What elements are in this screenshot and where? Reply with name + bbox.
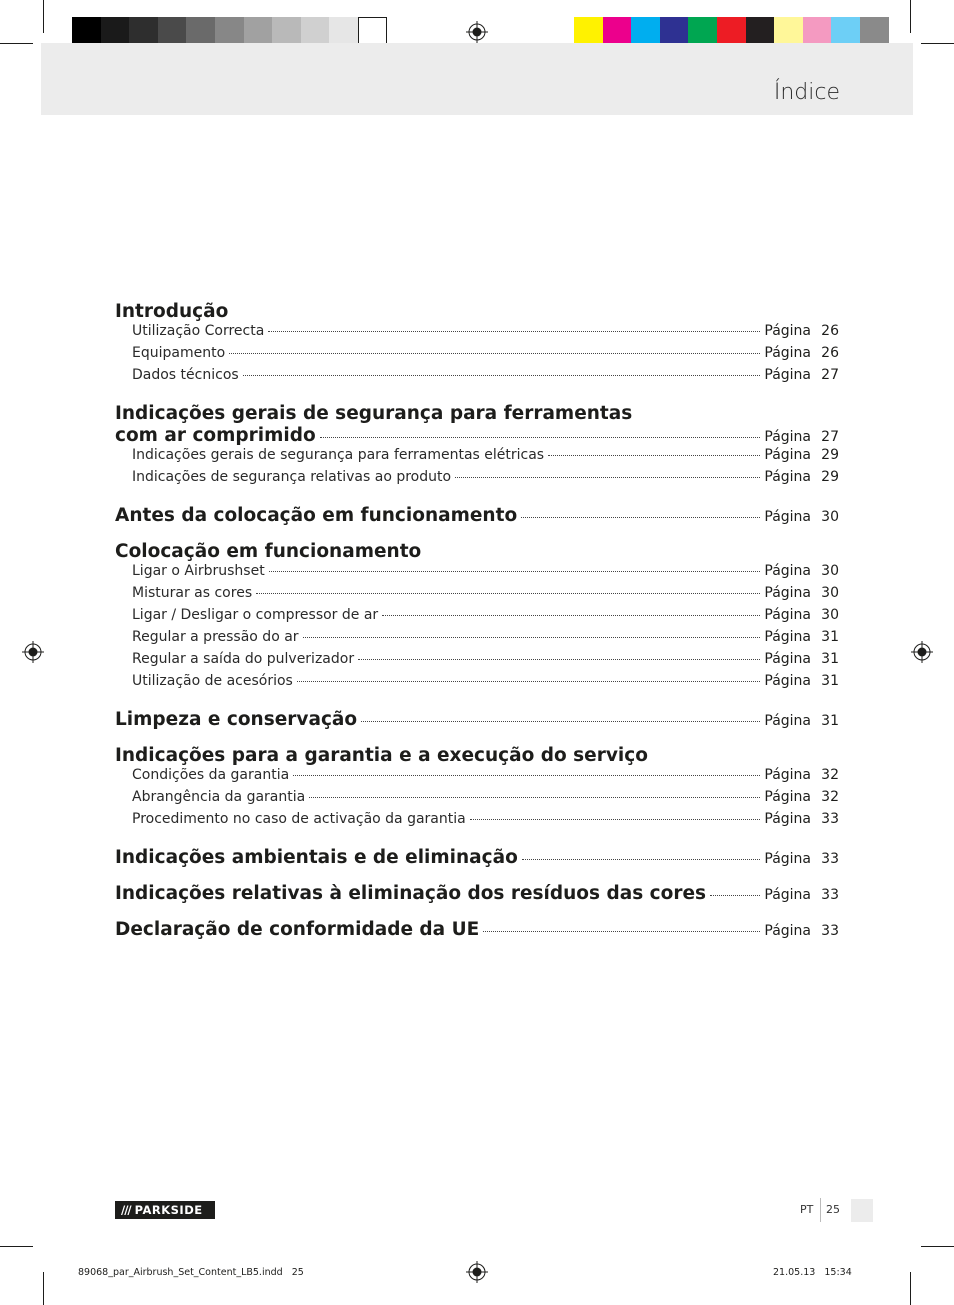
page-word: Página <box>764 509 811 525</box>
page-word: Página <box>764 447 811 463</box>
dot-leader <box>470 819 761 820</box>
page-reference <box>764 851 839 867</box>
section-title[interactable]: Indicações gerais de segurança para ferramentas <box>115 403 633 424</box>
toc-section <box>115 745 839 833</box>
page-word: Página <box>764 789 811 805</box>
page-word: Página <box>764 367 811 383</box>
page-number: 27 <box>821 429 839 445</box>
page-reference <box>764 629 839 645</box>
crop-mark <box>43 1272 44 1305</box>
page-title: Índice <box>773 80 840 105</box>
page-reference <box>764 651 839 667</box>
process-swatch <box>660 17 689 45</box>
page-word: Página <box>764 923 811 939</box>
page-number: 31 <box>821 673 839 689</box>
toc-item[interactable] <box>115 629 839 651</box>
dot-leader <box>455 477 760 478</box>
toc-item[interactable] <box>115 345 839 367</box>
page-reference <box>764 563 839 579</box>
dot-leader <box>361 721 760 722</box>
page-word: Página <box>764 585 811 601</box>
page-number: 30 <box>821 585 839 601</box>
page-reference <box>764 509 839 525</box>
registration-mark-icon <box>466 1261 488 1283</box>
page-word: Página <box>764 629 811 645</box>
page-word: Página <box>764 651 811 667</box>
dot-leader <box>358 659 760 660</box>
page-number: 33 <box>821 923 839 939</box>
section-heading-row[interactable] <box>115 709 839 731</box>
section-heading-row[interactable] <box>115 505 839 527</box>
gray-swatch <box>358 17 387 45</box>
process-swatch <box>603 17 632 45</box>
dot-leader <box>268 331 760 332</box>
process-swatch <box>831 17 860 45</box>
section-heading-row[interactable] <box>115 847 839 869</box>
process-color-bar <box>574 17 889 45</box>
section-heading-row[interactable] <box>115 883 839 905</box>
page-number: 26 <box>821 323 839 339</box>
page-number: 30 <box>821 563 839 579</box>
toc-item[interactable] <box>115 789 839 811</box>
section-title[interactable]: Colocação em funcionamento <box>115 541 422 562</box>
page-reference <box>764 887 839 903</box>
grayscale-color-bar <box>72 17 387 45</box>
page-reference <box>764 585 839 601</box>
page-word: Página <box>764 563 811 579</box>
section-heading-row[interactable] <box>115 919 839 941</box>
page-reference <box>764 469 839 485</box>
section-heading-row[interactable] <box>115 425 839 447</box>
dot-leader <box>521 517 760 518</box>
page-reference <box>764 345 839 361</box>
dot-leader <box>320 437 761 438</box>
item-label: Utilização de acesórios <box>132 673 293 689</box>
page-word: Página <box>764 887 811 903</box>
page-number: 33 <box>821 851 839 867</box>
crop-mark <box>921 1246 954 1247</box>
dot-leader <box>548 455 760 456</box>
registration-mark-icon <box>466 21 488 43</box>
page-number: 26 <box>821 345 839 361</box>
page-number: 29 <box>821 447 839 463</box>
item-label: Indicações gerais de segurança para ferramentas elétricas <box>132 447 545 463</box>
gray-swatch <box>101 17 130 45</box>
gray-swatch <box>158 17 187 45</box>
page-reference <box>764 811 839 827</box>
parkside-logo <box>115 1201 215 1219</box>
dot-leader <box>483 931 760 932</box>
toc-item[interactable] <box>115 767 839 789</box>
page-reference <box>764 429 839 445</box>
section-title: Declaração de conformidade da UE <box>115 919 480 940</box>
slug-date: 21.05.13 15:34 <box>773 1267 852 1278</box>
item-label: Procedimento no caso de activação da garantia <box>132 811 466 827</box>
page-reference <box>764 367 839 383</box>
gray-swatch <box>244 17 273 45</box>
page-reference <box>764 789 839 805</box>
process-swatch <box>860 17 889 45</box>
section-title[interactable]: Indicações para a garantia e a execução do serviço <box>115 745 648 766</box>
page-word: Página <box>764 429 811 445</box>
page-number: 30 <box>821 509 839 525</box>
page-reference <box>764 323 839 339</box>
toc-section <box>115 919 839 941</box>
process-swatch <box>746 17 775 45</box>
toc-section <box>115 301 839 389</box>
toc-item[interactable] <box>115 469 839 491</box>
crop-mark <box>921 43 954 44</box>
process-swatch <box>574 17 603 45</box>
item-label: Dados técnicos <box>132 367 239 383</box>
table-of-contents <box>115 301 839 955</box>
toc-section <box>115 883 839 905</box>
gray-swatch <box>129 17 158 45</box>
page-number: 33 <box>821 811 839 827</box>
registration-mark-icon <box>22 641 44 663</box>
page-number: 31 <box>821 629 839 645</box>
gray-swatch <box>186 17 215 45</box>
toc-item[interactable] <box>115 585 839 607</box>
toc-section <box>115 505 839 527</box>
item-label: Regular a saída do pulverizador <box>132 651 355 667</box>
toc-section <box>115 541 839 695</box>
page-number: 30 <box>821 607 839 623</box>
page-word: Página <box>764 607 811 623</box>
page-number: 31 <box>821 651 839 667</box>
section-title: Indicações ambientais e de eliminação <box>115 847 518 868</box>
dot-leader <box>522 859 761 860</box>
crop-mark <box>0 1246 33 1247</box>
dot-leader <box>710 895 760 896</box>
section-title: Limpeza e conservação <box>115 709 358 730</box>
toc-item[interactable] <box>115 651 839 673</box>
item-label: Indicações de segurança relativas ao produto <box>132 469 452 485</box>
process-swatch <box>631 17 660 45</box>
item-label: Condições da garantia <box>132 767 290 783</box>
section-title: Indicações relativas à eliminação dos resíduos das cores <box>115 883 707 904</box>
dot-leader <box>297 681 761 682</box>
toc-item[interactable] <box>115 367 839 389</box>
toc-item[interactable] <box>115 673 839 695</box>
toc-item[interactable] <box>115 607 839 629</box>
page-number: 27 <box>821 367 839 383</box>
gray-swatch <box>215 17 244 45</box>
process-swatch <box>688 17 717 45</box>
crop-mark <box>43 0 44 33</box>
section-title[interactable]: Introdução <box>115 301 229 322</box>
toc-item[interactable] <box>115 563 839 585</box>
item-label: Regular a pressão do ar <box>132 629 299 645</box>
section-title: com ar comprimido <box>115 425 316 446</box>
item-label: Ligar o Airbrushset <box>132 563 265 579</box>
page-word: Página <box>764 811 811 827</box>
dot-leader <box>293 775 760 776</box>
page-reference <box>764 923 839 939</box>
process-swatch <box>717 17 746 45</box>
brand-mark: /// <box>121 1203 131 1217</box>
item-label: Equipamento <box>132 345 226 361</box>
page-reference <box>764 447 839 463</box>
page-number-box <box>851 1199 873 1222</box>
dot-leader <box>303 637 761 638</box>
page-reference <box>764 673 839 689</box>
crop-mark <box>910 1272 911 1305</box>
process-swatch <box>803 17 832 45</box>
gray-swatch <box>329 17 358 45</box>
page-number: 33 <box>821 887 839 903</box>
toc-item[interactable] <box>115 811 839 833</box>
gray-swatch <box>272 17 301 45</box>
slug-filename: 89068_par_Airbrush_Set_Content_LB5.indd 25 <box>78 1267 304 1278</box>
page-number: 31 <box>821 713 839 729</box>
page-number: 32 <box>821 789 839 805</box>
page-word: Página <box>764 713 811 729</box>
dot-leader <box>269 571 761 572</box>
page-word: Página <box>764 345 811 361</box>
dot-leader <box>229 353 760 354</box>
item-label: Abrangência da garantia <box>132 789 306 805</box>
process-swatch <box>774 17 803 45</box>
page-word: Página <box>764 673 811 689</box>
page-number: 29 <box>821 469 839 485</box>
item-label: Ligar / Desligar o compressor de ar <box>132 607 379 623</box>
page-number: 25 <box>826 1203 840 1216</box>
gray-swatch <box>301 17 330 45</box>
page-number: 32 <box>821 767 839 783</box>
page-word: Página <box>764 767 811 783</box>
item-label: Misturar as cores <box>132 585 253 601</box>
language-code: PT <box>800 1203 814 1216</box>
page-word: Página <box>764 851 811 867</box>
toc-section <box>115 403 839 491</box>
brand-name: PARKSIDE <box>134 1203 203 1217</box>
dot-leader <box>309 797 760 798</box>
dot-leader <box>256 593 760 594</box>
page-reference <box>764 713 839 729</box>
dot-leader <box>243 375 761 376</box>
page-reference <box>764 607 839 623</box>
dot-leader <box>382 615 760 616</box>
toc-item[interactable] <box>115 447 839 469</box>
toc-section <box>115 847 839 869</box>
item-label: Utilização Correcta <box>132 323 265 339</box>
toc-section <box>115 709 839 731</box>
crop-mark <box>910 0 911 33</box>
page-word: Página <box>764 469 811 485</box>
footer-divider <box>820 1198 821 1222</box>
page-reference <box>764 767 839 783</box>
registration-mark-icon <box>911 641 933 663</box>
toc-item[interactable] <box>115 323 839 345</box>
crop-mark <box>0 43 33 44</box>
gray-swatch <box>72 17 101 45</box>
section-title: Antes da colocação em funcionamento <box>115 505 518 526</box>
page-word: Página <box>764 323 811 339</box>
